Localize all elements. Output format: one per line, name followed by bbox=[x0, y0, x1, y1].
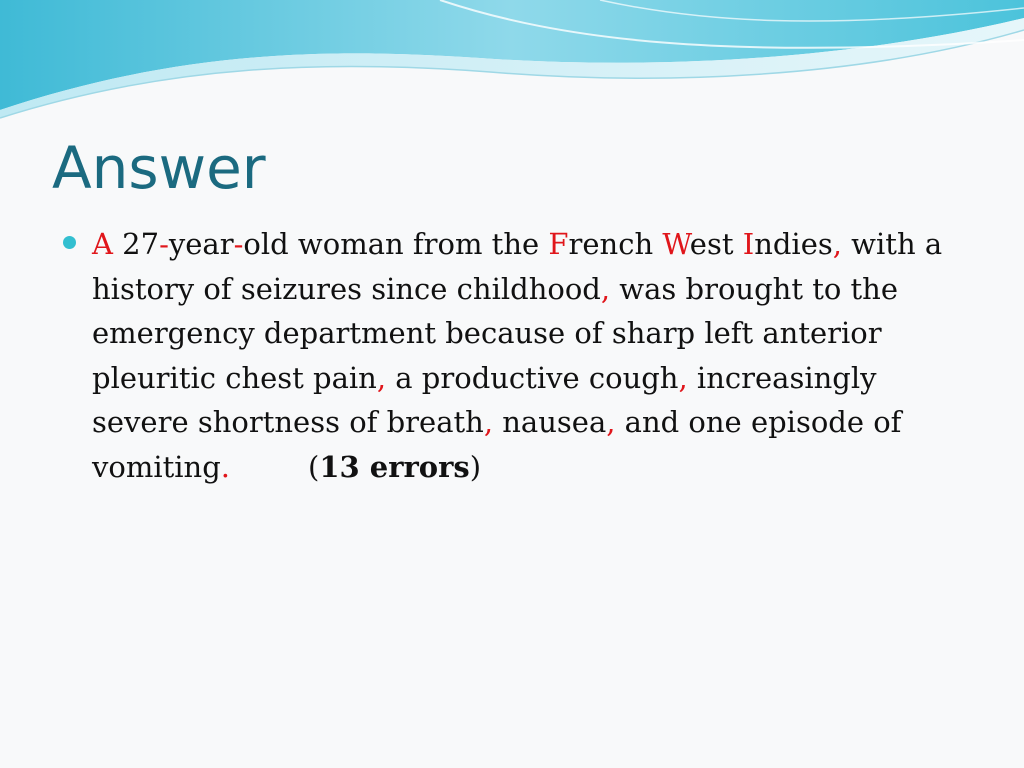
text-segment: year bbox=[168, 227, 234, 261]
error-mark: - bbox=[159, 227, 169, 261]
text-segment: was brought to the emergency department because of sharp left anterior pleuritic chest pain bbox=[92, 271, 899, 395]
text-segment: ndies bbox=[754, 227, 833, 261]
bullet-text bbox=[92, 222, 972, 489]
error-mark: A bbox=[92, 227, 113, 261]
error-count: 13 errors bbox=[319, 449, 470, 484]
slide-title: Answer bbox=[52, 134, 266, 202]
error-mark: , bbox=[483, 405, 494, 439]
error-mark: , bbox=[376, 360, 387, 395]
text-segment: old woman from the bbox=[243, 227, 549, 261]
error-mark: - bbox=[233, 227, 244, 261]
bullet-segments bbox=[92, 227, 942, 484]
error-mark: , bbox=[832, 227, 842, 261]
text-segment: a productive cough bbox=[386, 360, 679, 395]
text-segment: nausea bbox=[493, 405, 607, 439]
text-segment: 27 bbox=[112, 227, 160, 261]
bullet-dot-icon bbox=[63, 236, 76, 249]
error-mark: I bbox=[742, 227, 755, 261]
note-open: ( bbox=[308, 449, 320, 484]
error-mark: , bbox=[600, 271, 611, 306]
text-segment: est bbox=[689, 227, 743, 261]
bullet-item bbox=[62, 222, 962, 489]
error-mark: , bbox=[606, 405, 616, 439]
error-mark: , bbox=[678, 360, 688, 395]
error-mark: . bbox=[220, 449, 231, 484]
text-segment: rench bbox=[568, 227, 663, 261]
text-segment: and one episode of vomiting bbox=[92, 405, 902, 484]
error-mark: W bbox=[662, 227, 690, 261]
text-segment: with a history of seizures since childhood bbox=[92, 227, 943, 306]
decorative-wave-header bbox=[0, 0, 1024, 130]
note-close: ) bbox=[469, 449, 482, 484]
error-mark: F bbox=[548, 227, 569, 261]
text-segment: increasingly severe shortness of breath bbox=[92, 360, 877, 439]
